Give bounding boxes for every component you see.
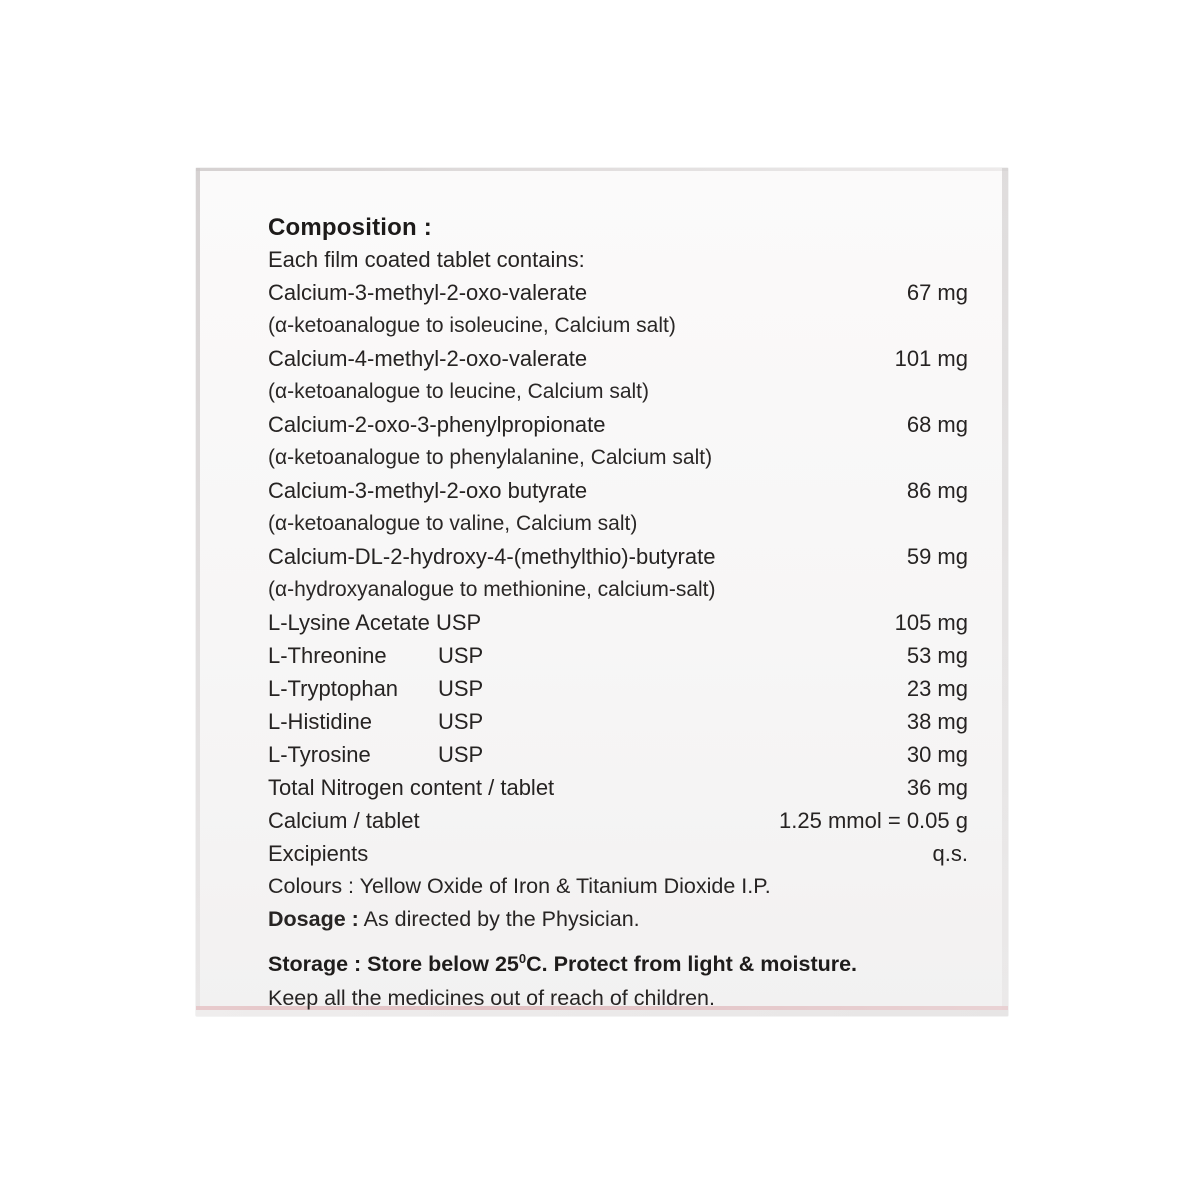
ingredient-name: Calcium-3-methyl-2-oxo-valerate bbox=[268, 280, 588, 305]
ingredient-note: (α-ketoanalogue to valine, Calcium salt) bbox=[268, 512, 638, 535]
dosage-label: Dosage : bbox=[268, 907, 359, 931]
ingredient-row bbox=[268, 342, 968, 375]
ingredient-note: (α-ketoanalogue to leucine, Calcium salt) bbox=[268, 380, 649, 403]
ingredient-name: Calcium-3-methyl-2-oxo butyrate bbox=[268, 478, 588, 503]
amino-acid-name: L-Lysine Acetate USP bbox=[268, 610, 482, 635]
amino-acid-row bbox=[268, 672, 968, 705]
amino-acid-row bbox=[268, 705, 968, 738]
amino-acid-standard: USP bbox=[438, 742, 484, 767]
amino-acid-name-group bbox=[268, 738, 483, 771]
total-label: Excipients bbox=[268, 841, 369, 866]
total-row bbox=[268, 804, 968, 837]
storage-text-suffix: C. Protect from light & moisture. bbox=[526, 952, 858, 977]
amino-acid-row bbox=[268, 738, 968, 771]
amino-acid-name-group bbox=[268, 705, 483, 738]
dosage-line bbox=[268, 903, 968, 936]
amino-acid-standard: USP bbox=[438, 643, 484, 668]
ingredient-amount: 86 mg bbox=[906, 478, 968, 503]
ingredient-note: (α-ketoanalogue to phenylalanine, Calcium salt) bbox=[268, 446, 713, 469]
amino-acid-row bbox=[268, 639, 968, 672]
composition-panel bbox=[268, 214, 968, 1015]
amino-acid-row bbox=[268, 606, 968, 639]
ingredient-note: (α-ketoanalogue to isoleucine, Calcium salt) bbox=[268, 314, 676, 337]
total-row bbox=[268, 837, 968, 870]
colours-line bbox=[268, 870, 968, 903]
amino-acid-amount: 105 mg bbox=[894, 610, 968, 635]
ingredient-row bbox=[268, 276, 968, 309]
amino-acid-amount: 38 mg bbox=[906, 709, 968, 734]
amino-acid-name: L-Histidine bbox=[268, 709, 372, 734]
ingredient-note: (α-hydroxyanalogue to methionine, calcium-salt) bbox=[268, 578, 716, 601]
total-row bbox=[268, 771, 968, 804]
total-label: Total Nitrogen content / tablet bbox=[268, 775, 555, 800]
storage-text-prefix: Storage : Store below 25 bbox=[268, 952, 519, 977]
amino-acid-name: L-Threonine bbox=[268, 643, 387, 668]
ingredient-name: Calcium-4-methyl-2-oxo-valerate bbox=[268, 346, 588, 371]
medicine-carton bbox=[196, 168, 1008, 1016]
ingredient-name: Calcium-2-oxo-3-phenylpropionate bbox=[268, 412, 606, 437]
ingredient-row bbox=[268, 540, 968, 573]
children-warning: Keep all the medicines out of reach of children. bbox=[268, 986, 715, 1011]
amino-acid-amount: 30 mg bbox=[906, 742, 968, 767]
ingredient-row bbox=[268, 408, 968, 441]
dosage-value: As directed by the Physician. bbox=[358, 907, 640, 931]
carton-right-edge bbox=[1002, 168, 1008, 1016]
ingredient-amount: 59 mg bbox=[906, 544, 968, 569]
amino-acid-amount: 53 mg bbox=[906, 643, 968, 668]
ingredient-amount: 67 mg bbox=[906, 280, 968, 305]
amino-acid-name-group bbox=[268, 639, 483, 672]
ingredient-row bbox=[268, 474, 968, 507]
ingredient-amount: 68 mg bbox=[906, 412, 968, 437]
colours-label: Colours : bbox=[268, 874, 355, 898]
ingredient-amount: 101 mg bbox=[894, 346, 968, 371]
carton-top-edge bbox=[196, 168, 1008, 171]
total-amount: 1.25 mmol = 0.05 g bbox=[779, 808, 968, 833]
amino-acid-name-group bbox=[268, 672, 483, 705]
amino-acid-name: L-Tyrosine bbox=[268, 742, 371, 767]
carton-left-edge bbox=[196, 168, 200, 1016]
colours-value: Yellow Oxide of Iron & Titanium Dioxide I.P. bbox=[354, 874, 771, 898]
amino-acid-standard: USP bbox=[438, 676, 484, 701]
amino-acid-amount: 23 mg bbox=[906, 676, 968, 701]
storage-degree-symbol: 0 bbox=[518, 951, 527, 966]
amino-acid-name: L-Tryptophan bbox=[268, 676, 399, 701]
amino-acid-standard: USP bbox=[438, 709, 484, 734]
composition-subheading: Each film coated tablet contains: bbox=[268, 247, 585, 272]
total-amount: 36 mg bbox=[906, 775, 968, 800]
storage-line bbox=[268, 942, 968, 981]
ingredient-name: Calcium-DL-2-hydroxy-4-(methylthio)-butyrate bbox=[268, 544, 716, 569]
total-label: Calcium / tablet bbox=[268, 808, 420, 833]
total-amount: q.s. bbox=[932, 841, 968, 866]
composition-heading: Composition : bbox=[268, 214, 432, 241]
